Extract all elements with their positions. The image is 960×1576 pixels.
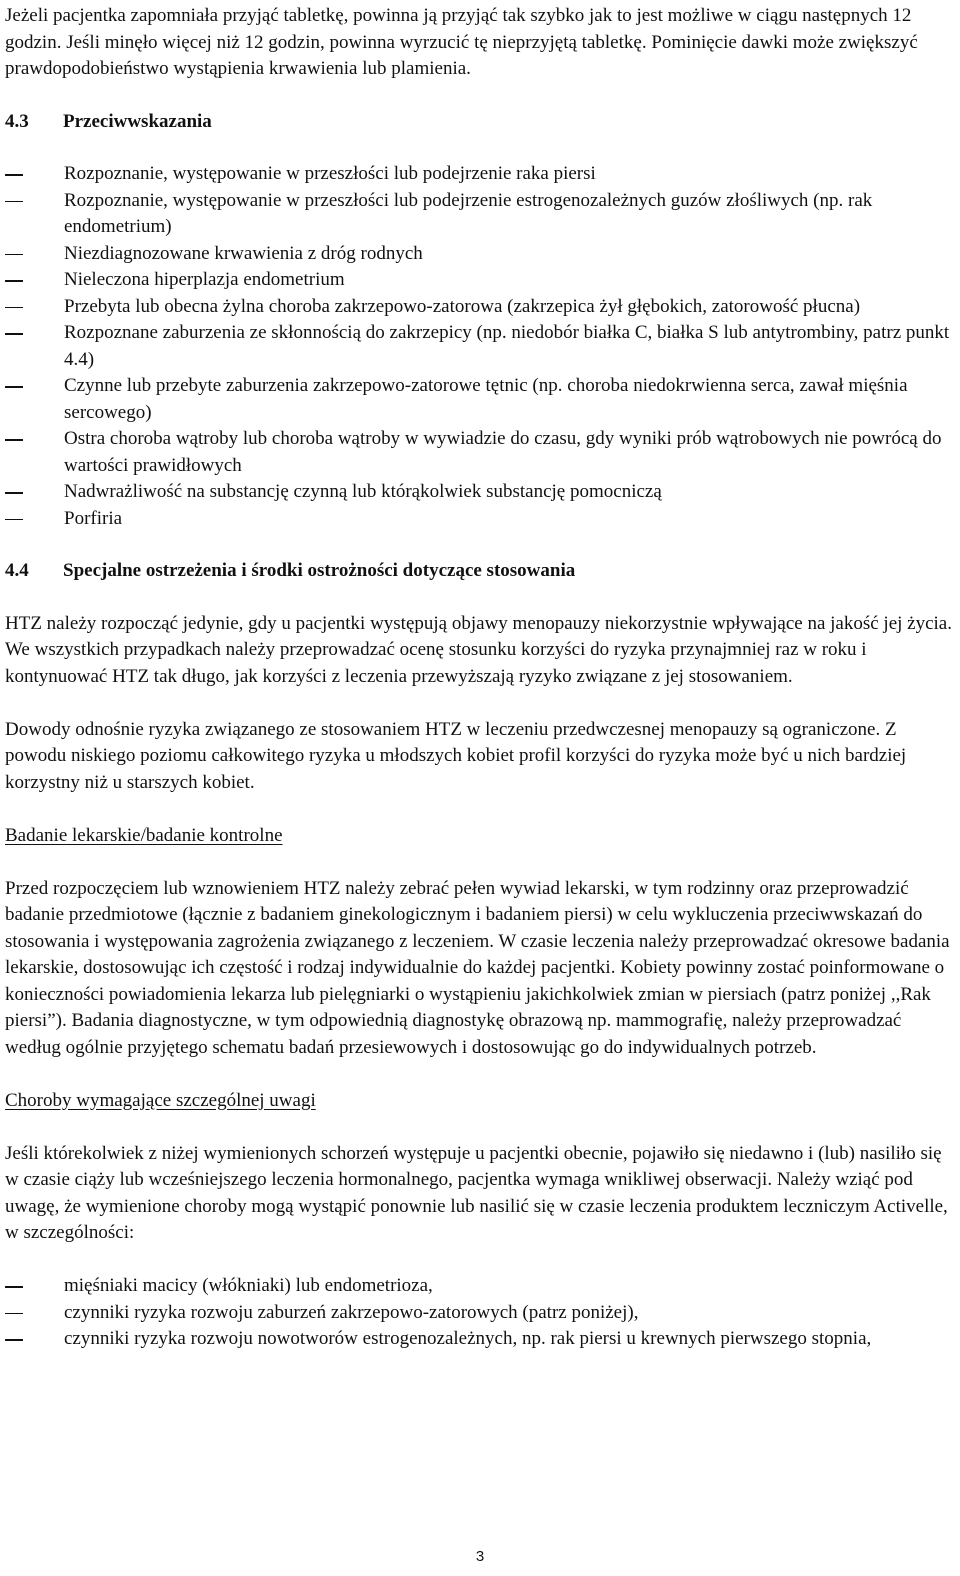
evidence-paragraph: Dowody odnośnie ryzyka związanego ze stosowaniem HTZ w leczeniu przedwczesnej menopauzy są ograniczone. Z powodu niskiego poziomu całkowitego ryzyka u młodszych kobiet profil korzyści do ryzyka może być u nich bardziej korzystny niż u starszych kobiet. [5,718,907,793]
list-item: czynniki ryzyka rozwoju nowotworów estrogenozależnych, np. rak piersi u krewnych pierwszego stopnia, [5,1326,955,1353]
diseases-list [5,1273,955,1353]
list-item: Rozpoznanie, występowanie w przeszłości lub podejrzenie raka piersi [5,161,955,188]
section-title: Przeciwwskazania [63,110,212,132]
section-4-4-heading [5,558,955,585]
diseases-subheading: Choroby wymagające szczególnej uwagi [5,1089,316,1111]
document-page [5,3,955,1353]
exam-subheading: Badanie lekarskie/badanie kontrolne [5,824,283,846]
exam-paragraph: Przed rozpoczęciem lub wznowieniem HTZ należy zebrać pełen wywiad lekarski, w tym rodzinny oraz przeprowadzić badanie przedmiotowe (łącznie z badaniem ginekologicznym i badaniem piersi) w celu wykluczenia przeciwwskazań do stosowania i występowania zagrożenia związanego z leczeniem. W czasie leczenia należy przeprowadzać okresowe badania lekarskie, dostosowując ich częstość i rodzaj indywidualnie do każdej pacjentki. Kobiety powinny zostać poinformowane o konieczności powiadomienia lekarza lub pielęgniarki o wystąpieniu jakichkolwiek zmian w piersiach (patrz poniżej ,,Rak piersi”). Badania diagnostyczne, w tym odpowiednią diagnostykę obrazową np. mammografię, należy przeprowadzać według ogólnie przyjętego schematu badań przesiewowych i dostosowując go do indywidualnych potrzeb. [5,877,950,1058]
list-item: mięśniaki macicy (włókniaki) lub endometrioza, [5,1273,955,1300]
diseases-paragraph: Jeśli którekolwiek z niżej wymienionych schorzeń występuje u pacjentki obecnie, pojawiło się niedawno i (lub) nasiliło się w czasie ciąży lub wcześniejszego leczenia hormonalnego, pacjentka wymaga wnikliwej obserwacji. Należy wziąć pod uwagę, że wymienione choroby mogą wystąpić ponownie lub nasilić się w czasie leczenia produktem leczniczym Activelle, w szczególności: [5,1142,948,1243]
htz-paragraph: HTZ należy rozpocząć jedynie, gdy u pacjentki występują objawy menopauzy niekorzystnie wpływające na jakość jej życia. We wszystkich przypadkach należy przeprowadzać ocenę stosunku korzyści do ryzyka przynajmniej raz w roku i kontynuować HTZ tak długo, jak korzyści z leczenia przewyższają ryzyko związane z jej stosowaniem. [5,612,952,687]
list-item: czynniki ryzyka rozwoju zaburzeń zakrzepowo-zatorowych (patrz poniżej), [5,1300,955,1327]
contraindications-list [5,161,955,532]
list-item: Nieleczona hiperplazja endometrium [5,267,955,294]
list-item: Niezdiagnozowane krwawienia z dróg rodnych [5,241,955,268]
section-title: Specjalne ostrzeżenia i środki ostrożności dotyczące stosowania [63,560,576,581]
section-number: 4.3 [5,110,29,132]
intro-paragraph: Jeżeli pacjentka zapomniała przyjąć tabletkę, powinna ją przyjąć tak szybko jak to jest możliwe w ciągu następnych 12 godzin. Jeśli minęło więcej niż 12 godzin, powinna wyrzucić tę nieprzyjętą tabletkę. Pominięcie dawki może zwiększyć prawdopodobieństwo wystąpienia krwawienia lub plamienia. [5,5,918,79]
list-item: Czynne lub przebyte zaburzenia zakrzepowo-zatorowe tętnic (np. choroba niedokrwienna serca, zawał mięśnia sercowego) [5,373,955,426]
list-item: Porfiria [5,506,955,533]
list-item: Rozpoznane zaburzenia ze skłonnością do zakrzepicy (np. niedobór białka C, białka S lub antytrombiny, patrz punkt 4.4) [5,320,955,373]
section-number: 4.4 [5,560,29,581]
list-item: Ostra choroba wątroby lub choroba wątroby w wywiadzie do czasu, gdy wyniki prób wątrobowych nie powrócą do wartości prawidłowych [5,426,955,479]
section-4-3-heading [5,109,955,136]
list-item: Rozpoznanie, występowanie w przeszłości lub podejrzenie estrogenozależnych guzów złośliwych (np. rak endometrium) [5,188,955,241]
list-item: Nadwrażliwość na substancję czynną lub którąkolwiek substancję pomocniczą [5,479,955,506]
page-number: 3 [475,1548,485,1565]
list-item: Przebyta lub obecna żylna choroba zakrzepowo-zatorowa (zakrzepica żył głębokich, zatorowość płucna) [5,294,955,321]
